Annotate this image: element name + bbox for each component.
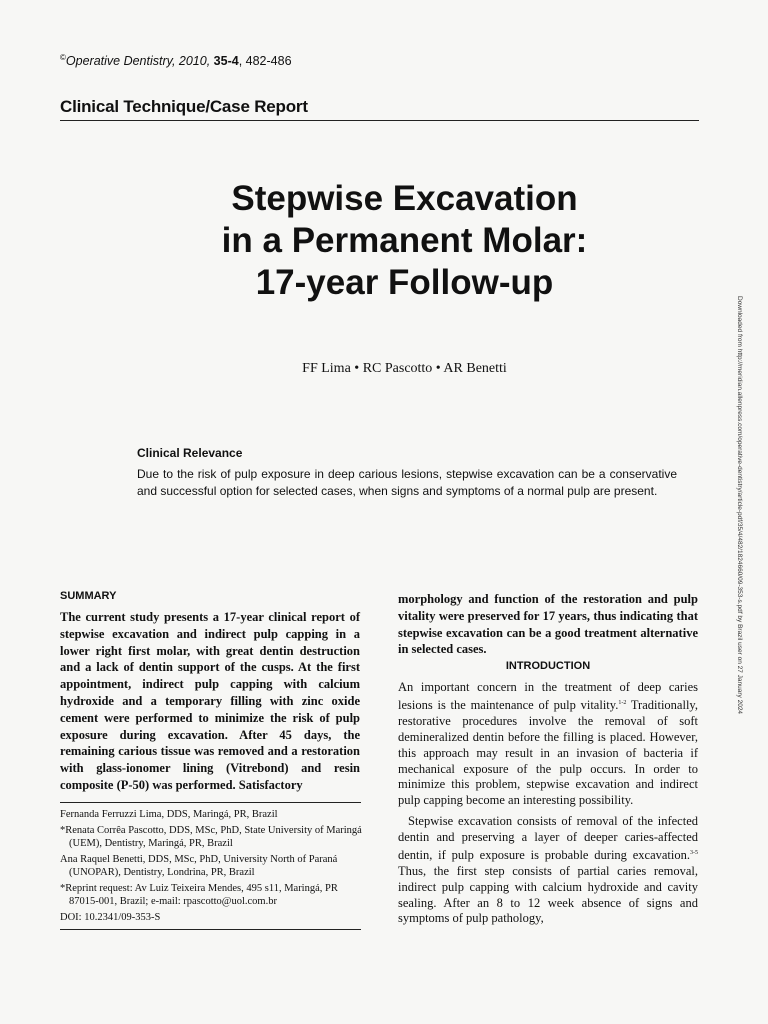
clinical-relevance-text: Due to the risk of pulp exposure in deep carious lesions, stepwise excavation can be a conservative and successful option for selected cases, when signs and symptoms of a normal pulp are present. <box>137 467 677 499</box>
title-line-3: 17-year Follow-up <box>255 263 554 302</box>
header-divider <box>60 120 699 121</box>
title-line-2: in a Permanent Molar: <box>221 221 588 260</box>
journal-citation <box>60 53 292 68</box>
introduction-paragraph-1 <box>398 680 698 809</box>
author-affiliations <box>60 808 362 927</box>
reference-superscript: 3-5 <box>690 849 698 856</box>
intro-p1-text-a: An important concern in the treatment of deep caries lesions is the maintenance of pulp vitality. <box>398 680 698 712</box>
intro-p1-text-b: Traditionally, restorative procedures involve the removal of soft demineralized dentin before the filling is placed. However, this approach may result in an invasion of bacteria if mechanical exposure of the pulp occurs. In order to minimize this problem, stepwise excavation and indirect pulp capping become an interesting possibility. <box>398 697 698 808</box>
summary-text-col1: The current study presents a 17-year clinical report of stepwise excavation and indirect pulp capping in a lower right first molar, with great dentin destruction and a lack of dentin support of the cusps. At the first appointment, indirect pulp capping with calcium hydroxide and a temporary filling with zinc oxide cement were performed to minimize the risk of pulp exposure during excavation. After 45 days, the remaining carious tissue was removed and a restoration with glass-ionomer lining (Vitrebond) and resin composite (P-50) was performed. Satisfactory <box>60 610 360 792</box>
copyright-symbol: © <box>60 53 66 62</box>
affiliation-2: *Renata Corrêa Pascotto, DDS, MSc, PhD, State University of Maringá (UEM), Dentistry, Maringá, PR, Brazil <box>60 825 362 849</box>
affiliation-1: Fernanda Ferruzzi Lima, DDS, Maringá, PR, Brazil <box>60 809 278 820</box>
intro-p2-text-b: Thus, the first step consists of partial caries removal, indirect pulp capping with calcium hydroxide and cavity sealing. After an 8 to 12 week absence of signs and symptoms of pulp pathology, <box>398 863 698 926</box>
reprint-request: *Reprint request: Av Luiz Teixeira Mendes, 495 s11, Maringá, PR 87015-001, Brazil; e-mail: rpascotto@uol.com.br <box>60 883 338 907</box>
affiliation-3: Ana Raquel Benetti, DDS, MSc, PhD, University North of Paraná (UNOPAR), Dentistry, Londrina, PR, Brazil <box>60 854 338 878</box>
watermark-text: Downloaded from http://meridian.allenpress.com/operative-dentistry/article-pdf/35/4/482/1824660/09-353-s.pdf by Brazil user on 27 January 2024 <box>736 296 743 715</box>
clinical-relevance-heading: Clinical Relevance <box>137 446 243 460</box>
summary-text-col2: morphology and function of the restoration and pulp vitality were preserved for 17 years, thus indicating that stepwise excavation can be a good treatment alternative in selected cases. <box>398 592 698 657</box>
introduction-heading: INTRODUCTION <box>505 660 591 672</box>
reference-superscript: 1-2 <box>618 699 627 706</box>
journal-name: Operative Dentistry, 2010, <box>65 54 214 69</box>
doi-divider <box>60 929 361 930</box>
doi: DOI: 10.2341/09-353-S <box>60 912 161 923</box>
section-header: Clinical Technique/Case Report <box>60 97 308 116</box>
download-watermark <box>732 296 746 776</box>
introduction-paragraph-2 <box>398 814 698 927</box>
volume-issue: 35-4 <box>213 54 239 69</box>
title-line-1: Stepwise Excavation <box>231 179 578 218</box>
intro-p2-text-a: Stepwise excavation consists of removal of the infected dentin and preserving a layer of deeper caries-affected dentin, if pulp exposure is probable during excavation. <box>398 814 698 862</box>
author-list: FF Lima • RC Pascotto • AR Benetti <box>302 361 507 376</box>
article-title <box>60 178 749 304</box>
page-range: , 482-486 <box>238 54 292 69</box>
affiliations-divider <box>60 802 361 803</box>
summary-heading: SUMMARY <box>60 590 117 602</box>
